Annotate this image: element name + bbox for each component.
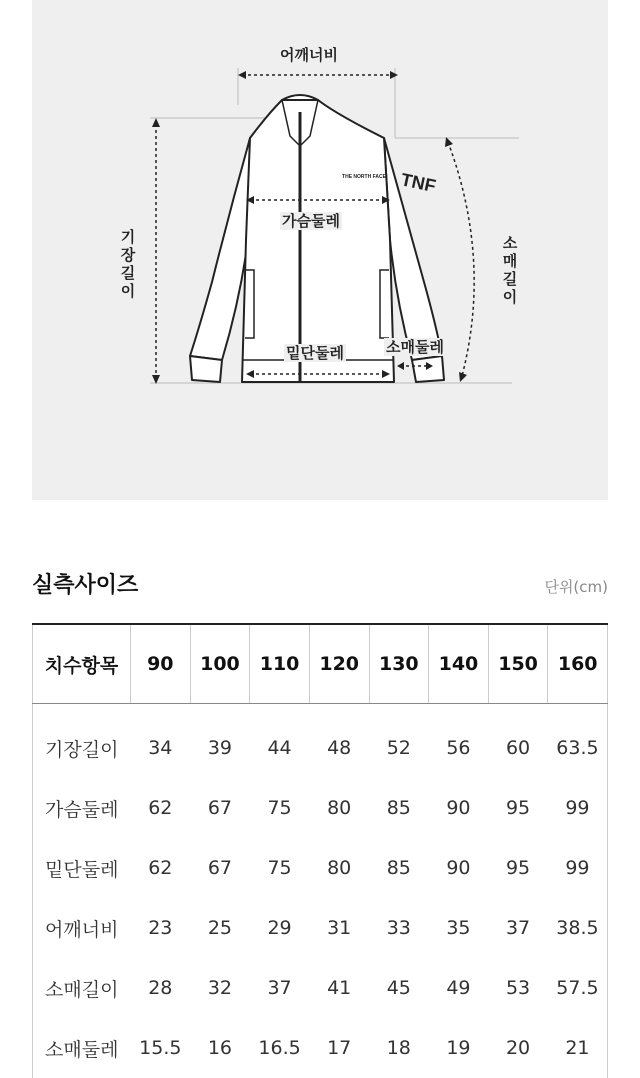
size-header: 160 — [548, 624, 608, 704]
table-cell: 45 — [386, 977, 411, 999]
table-cell: 32 — [207, 977, 233, 999]
table-cell: 37 — [267, 977, 292, 999]
table-cell: 33 — [386, 917, 411, 939]
table-cell: 37 — [505, 917, 531, 939]
row-label: 가슴둘레 — [33, 778, 131, 838]
logo-mark: THE NORTH FACE — [342, 174, 386, 180]
table-cell: 15.5 — [139, 1037, 182, 1059]
sleeve-print: TNF — [399, 169, 438, 197]
table-cell: 95 — [505, 857, 531, 879]
table-row — [33, 704, 608, 779]
table-header-label: 치수항목 — [33, 624, 131, 704]
table-cell: 95 — [505, 797, 531, 819]
table-cell: 62 — [148, 797, 173, 819]
table-cell: 34 — [148, 737, 173, 759]
table-cell: 20 — [505, 1037, 531, 1059]
table-cell: 19 — [446, 1037, 471, 1059]
size-header: 110 — [250, 624, 310, 704]
table-cell: 23 — [148, 917, 173, 939]
label-chest-circumference: 가슴둘레 — [282, 212, 340, 230]
table-cell: 80 — [327, 797, 352, 819]
table-cell: 67 — [207, 797, 233, 819]
label-sleeve-length: 소매길이 — [502, 234, 518, 306]
table-cell: 25 — [207, 917, 233, 939]
table-cell: 52 — [386, 737, 411, 759]
table-cell: 28 — [148, 977, 173, 999]
table-cell: 62 — [148, 857, 173, 879]
size-header: 140 — [429, 624, 489, 704]
table-cell: 85 — [386, 857, 411, 879]
row-label: 기장길이 — [33, 704, 131, 779]
size-header: 150 — [488, 624, 548, 704]
table-cell: 31 — [327, 917, 352, 939]
table-cell: 53 — [505, 977, 531, 999]
row-label: 소매길이 — [33, 958, 131, 1018]
table-row — [33, 898, 608, 958]
label-cuff-circumference: 소매둘레 — [386, 338, 444, 356]
size-table — [32, 623, 608, 1078]
table-cell: 99 — [548, 778, 608, 838]
label-hem-circumference: 밑단둘레 — [286, 344, 344, 362]
table-cell: 38.5 — [548, 898, 608, 958]
table-cell: 21 — [548, 1018, 608, 1078]
table-cell: 75 — [267, 857, 292, 879]
table-cell: 63.5 — [548, 704, 608, 779]
label-total-length: 기장길이 — [120, 228, 136, 300]
table-cell: 49 — [446, 977, 471, 999]
table-cell: 90 — [446, 797, 471, 819]
table-cell: 17 — [327, 1037, 352, 1059]
row-label: 소매둘레 — [33, 1018, 131, 1078]
row-label: 밑단둘레 — [33, 838, 131, 898]
table-cell: 16.5 — [258, 1037, 301, 1059]
table-cell: 67 — [207, 857, 233, 879]
section-title: 실측사이즈 — [32, 573, 139, 598]
table-cell: 41 — [327, 977, 352, 999]
unit-note: 단위(cm) — [544, 578, 608, 596]
table-cell: 90 — [446, 857, 471, 879]
table-cell: 57.5 — [548, 958, 608, 1018]
jacket-diagram-panel — [32, 0, 608, 500]
table-cell: 99 — [548, 838, 608, 898]
label-shoulder-width: 어깨너비 — [280, 46, 338, 64]
table-cell: 39 — [207, 737, 233, 759]
table-header-row — [33, 624, 608, 704]
size-header: 130 — [369, 624, 429, 704]
size-header: 120 — [309, 624, 369, 704]
table-cell: 60 — [505, 737, 531, 759]
table-row — [33, 838, 608, 898]
table-row — [33, 778, 608, 838]
table-cell: 29 — [267, 917, 292, 939]
table-cell: 16 — [207, 1037, 233, 1059]
table-row — [33, 958, 608, 1018]
table-cell: 85 — [386, 797, 411, 819]
table-cell: 75 — [267, 797, 292, 819]
size-header: 90 — [131, 624, 191, 704]
table-row — [33, 1018, 608, 1078]
table-cell: 48 — [327, 737, 352, 759]
table-cell: 44 — [267, 737, 292, 759]
table-cell: 18 — [386, 1037, 411, 1059]
table-cell: 56 — [446, 737, 471, 759]
table-cell: 80 — [327, 857, 352, 879]
size-header: 100 — [190, 624, 250, 704]
row-label: 어깨너비 — [33, 898, 131, 958]
table-cell: 35 — [446, 917, 471, 939]
